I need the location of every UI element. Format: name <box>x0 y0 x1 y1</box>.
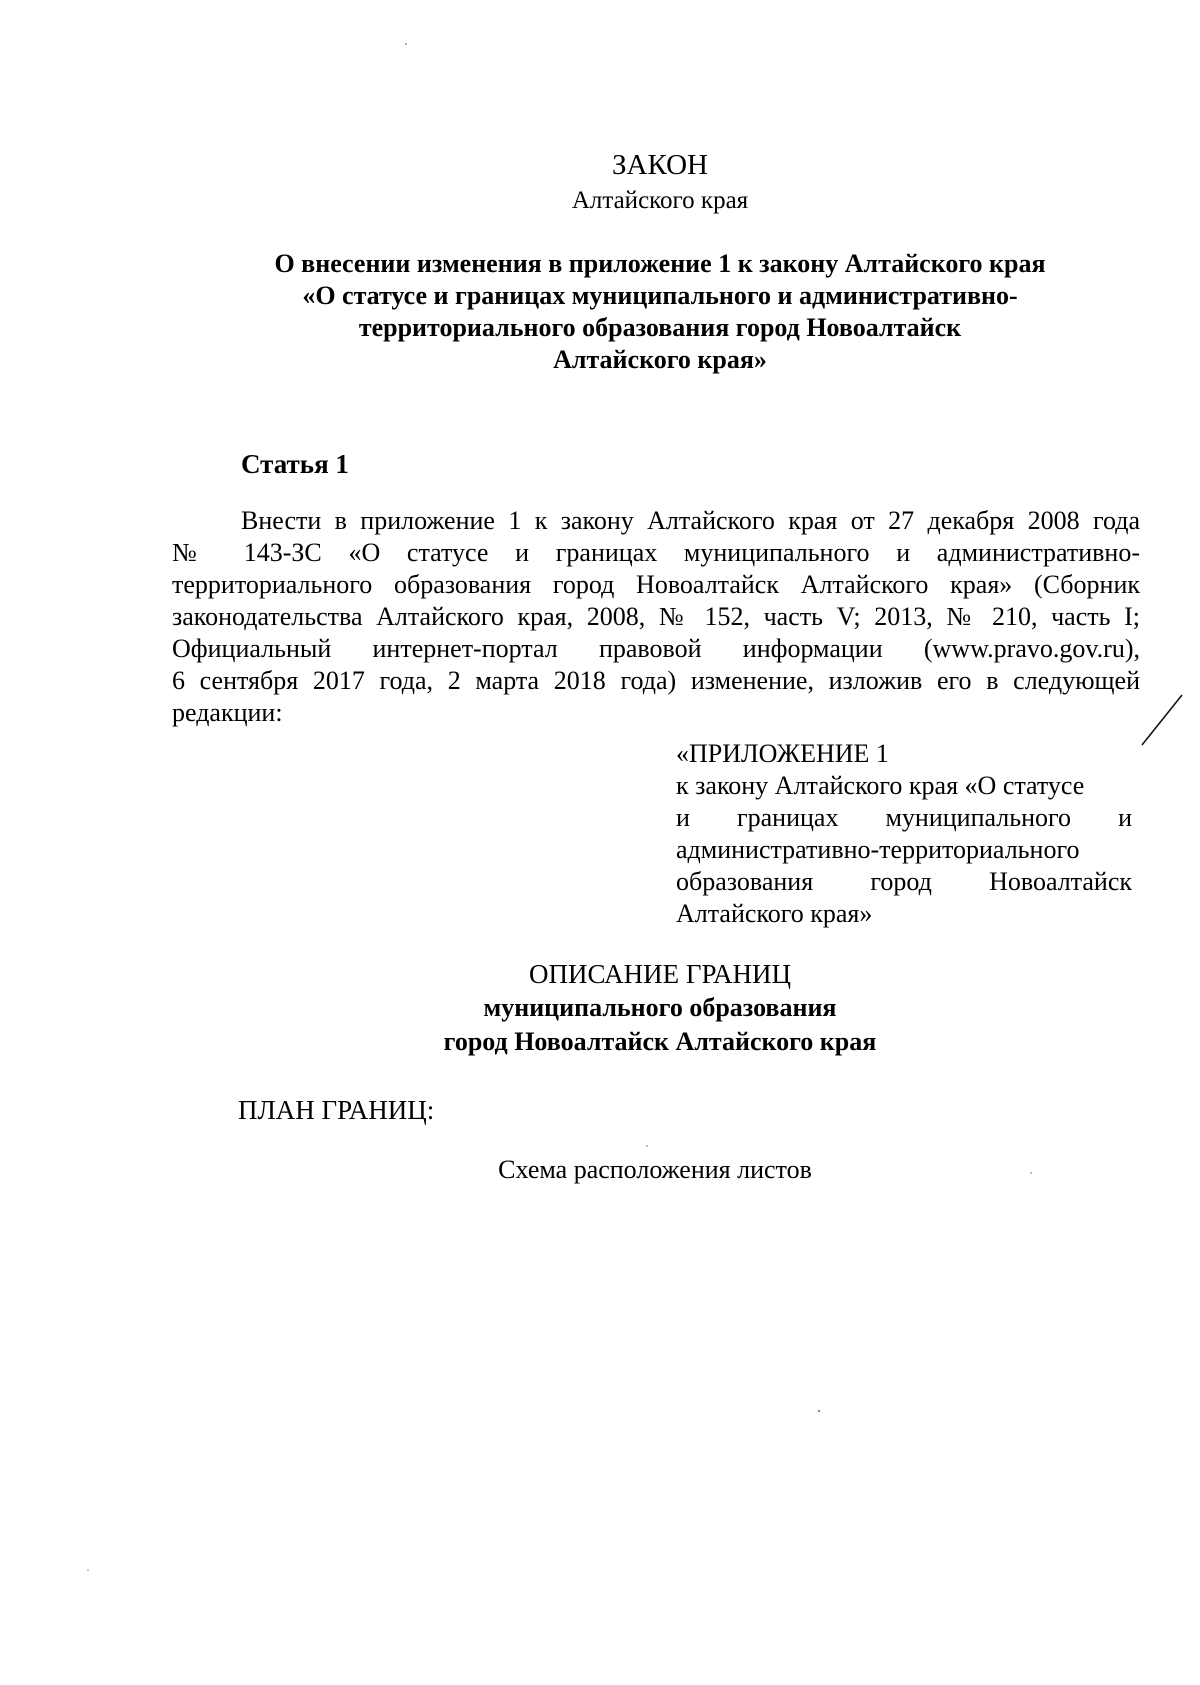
appendix-line: «ПРИЛОЖЕНИЕ 1 <box>676 739 889 768</box>
scan-speck <box>646 1145 648 1147</box>
plan-heading: ПЛАН ГРАНИЦ: <box>238 1095 435 1125</box>
appendix-line: административно-территориального <box>676 835 1080 864</box>
law-region: Алтайского края <box>571 187 749 214</box>
law-title-line: Алтайского края» <box>553 345 767 374</box>
appendix-line: и границах муниципального и <box>676 803 1132 832</box>
article-body-line: № 143-ЗС «О статусе и границах муниципального и административно- <box>172 538 1140 567</box>
scan-speck <box>818 1410 820 1412</box>
scan-speck <box>87 1569 89 1571</box>
law-title-line: территориального образования город Новоалтайск <box>358 313 962 342</box>
article-body-line: Официальный интернет-портал правовой информации (www.pravo.gov.ru), <box>172 634 1140 663</box>
law-title-line: «О статусе и границах муниципального и административно- <box>302 281 1018 310</box>
pen-stroke-mark <box>1140 690 1185 750</box>
appendix-line: образования город Новоалтайск <box>676 867 1132 896</box>
description-subtitle: город Новоалтайск Алтайского края <box>443 1027 877 1056</box>
scheme-caption: Схема расположения листов <box>498 1155 812 1184</box>
description-subtitle: муниципального образования <box>483 993 837 1022</box>
article-body-line: 6 сентября 2017 года, 2 марта 2018 года) изменение, изложив его в следующей <box>172 666 1140 695</box>
scan-speck <box>405 43 407 45</box>
article-body-line: Внести в приложение 1 к закону Алтайского края от 27 декабря 2008 года <box>241 506 1140 535</box>
pen-stroke-line <box>1142 695 1182 745</box>
appendix-line: к закону Алтайского края «О статусе <box>676 771 1085 800</box>
article-body-line: редакции: <box>172 698 283 727</box>
appendix-block <box>676 738 1132 930</box>
law-title <box>0 248 1200 376</box>
article-body-line: территориального образования город Новоалтайск Алтайского края» (Сборник <box>172 570 1140 599</box>
appendix-line: Алтайского края» <box>676 899 873 928</box>
law-heading: ЗАКОН <box>612 149 708 181</box>
article-heading: Статья 1 <box>241 449 349 479</box>
law-title-line: О внесении изменения в приложение 1 к закону Алтайского края <box>274 249 1046 278</box>
description-title: ОПИСАНИЕ ГРАНИЦ <box>528 959 792 989</box>
article-body <box>172 505 1140 729</box>
article-body-line: законодательства Алтайского края, 2008, № 152, часть V; 2013, № 210, часть I; <box>172 602 1140 631</box>
